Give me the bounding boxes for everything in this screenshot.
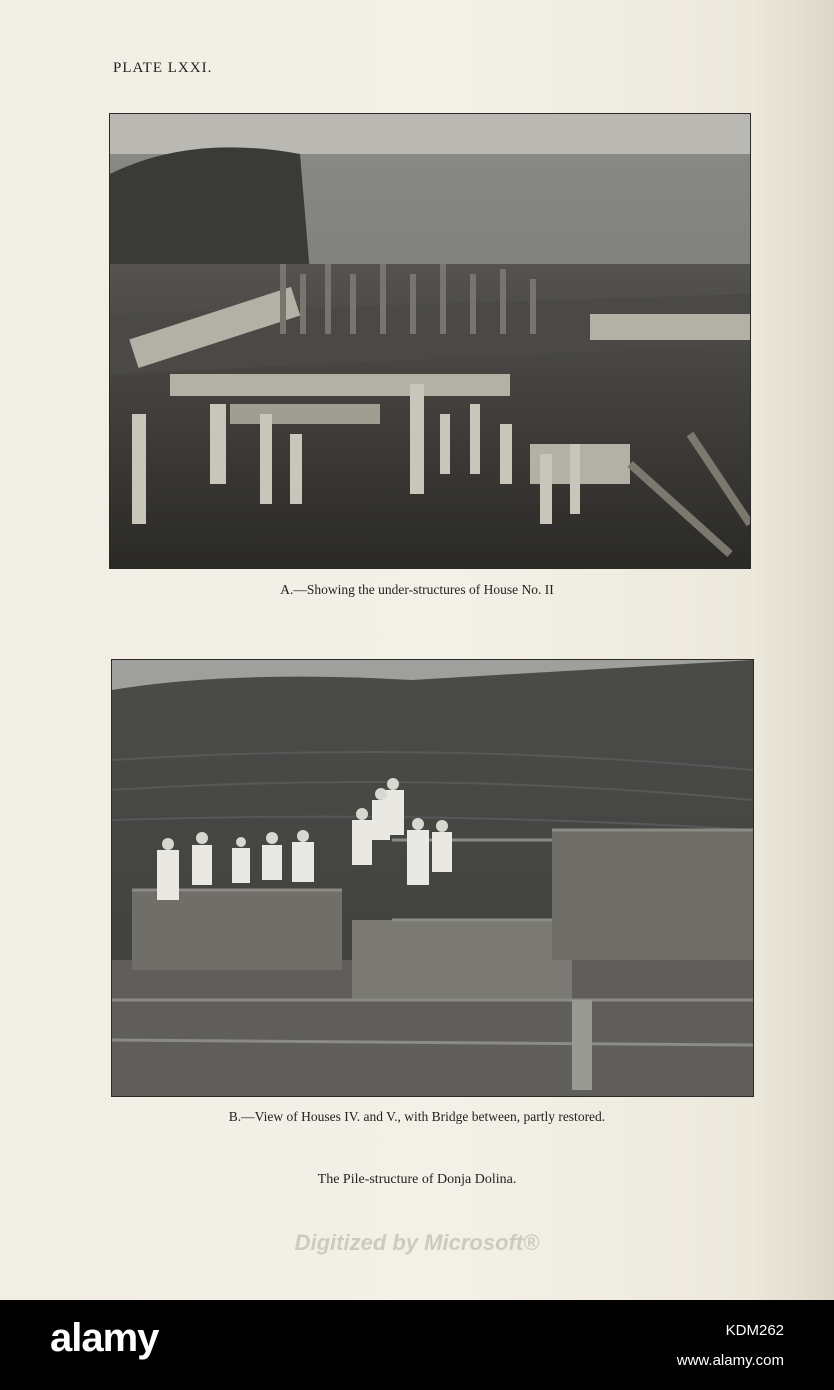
photo-b-image bbox=[112, 660, 753, 1096]
digitized-watermark: Digitized by Microsoft® bbox=[294, 1230, 540, 1255]
figure-b-caption: B.—View of Houses IV. and V., with Bridge between, partly restored. bbox=[228, 1109, 606, 1124]
photo-a-image bbox=[110, 114, 750, 568]
photo-house-ii-understructures bbox=[109, 113, 751, 569]
page-title: The Pile-structure of Donja Dolina. bbox=[317, 1172, 517, 1187]
site-url-label: www.alamy.com bbox=[676, 1352, 784, 1369]
alamy-logo: alamy bbox=[50, 1316, 159, 1360]
plate-label: PLATE LXXI. bbox=[113, 60, 213, 76]
image-id-label: KDM262 bbox=[725, 1322, 784, 1339]
photo-houses-iv-v-bridge bbox=[111, 659, 754, 1097]
stock-footer-bar bbox=[0, 1300, 834, 1390]
figure-a-caption: A.—Showing the under-structures of House No. II bbox=[280, 582, 554, 597]
